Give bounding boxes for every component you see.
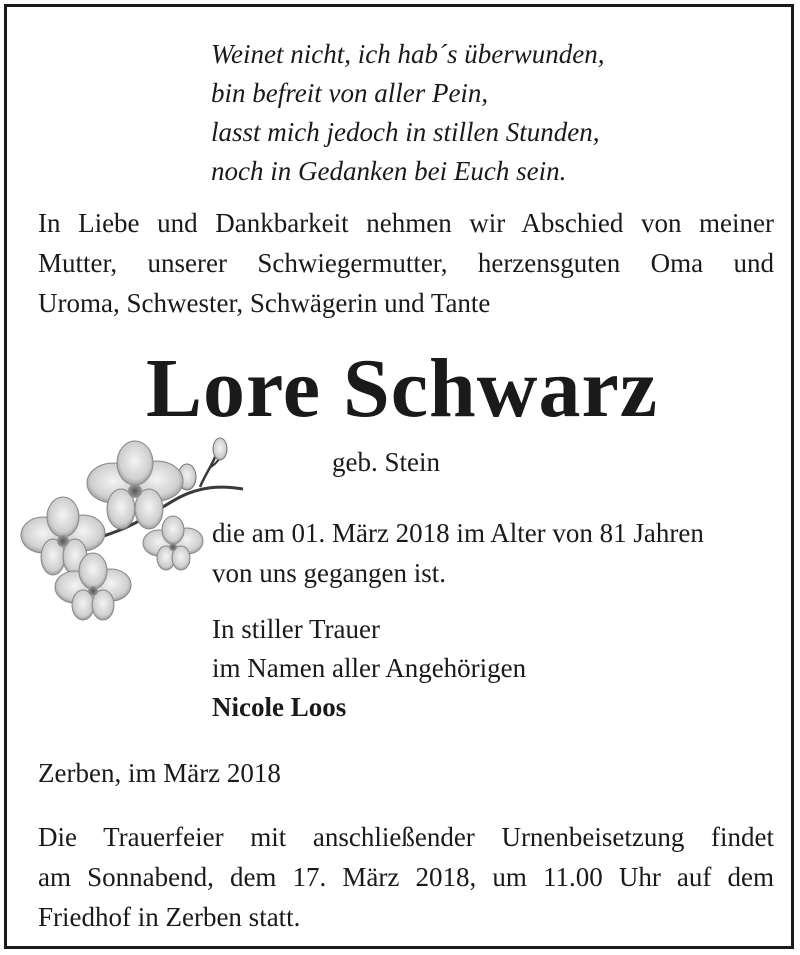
signatory-name: Nicole Loos — [212, 692, 347, 722]
orchid-branch-icon — [15, 427, 245, 627]
poem-line: noch in Gedanken bei Euch sein. — [211, 156, 567, 186]
birth-name: geb. Stein — [332, 447, 440, 477]
deceased-name: Lore Schwarz — [145, 342, 659, 435]
poem — [211, 35, 604, 191]
poem-line: Weinet nicht, ich hab´s überwunden, — [211, 39, 605, 69]
orchid-graphic — [15, 427, 245, 627]
poem-line: bin befreit von aller Pein, — [211, 78, 489, 108]
funeral-service-paragraph — [38, 817, 774, 937]
service-line: am Sonnabend, dem 17. März 2018, um 11.00 Uhr auf dem — [38, 862, 774, 892]
intro-line: Uroma, Schwester, Schwägerin und Tante — [38, 288, 491, 318]
poem-line: lasst mich jedoch in stillen Stunden, — [211, 117, 600, 147]
intro-line: In Liebe und Dankbarkeit nehmen wir Abschied von meiner — [38, 208, 774, 238]
death-notice-line: die am 01. März 2018 im Alter von 81 Jahren — [212, 518, 704, 548]
obituary-frame — [4, 4, 794, 949]
service-line: Die Trauerfeier mit anschließender Urnenbeisetzung findet — [38, 822, 774, 852]
relatives-line: im Namen aller Angehörigen — [212, 653, 527, 683]
mourners-block — [212, 610, 526, 727]
place-date: Zerben, im März 2018 — [38, 758, 281, 788]
intro-line: Mutter, unserer Schwiegermutter, herzensguten Oma und — [38, 248, 774, 278]
death-notice-line: von uns gegangen ist. — [212, 558, 446, 588]
death-notice — [212, 513, 704, 593]
intro-paragraph — [38, 203, 774, 323]
service-line: Friedhof in Zerben statt. — [38, 902, 301, 932]
mourning-line: In stiller Trauer — [212, 614, 380, 644]
